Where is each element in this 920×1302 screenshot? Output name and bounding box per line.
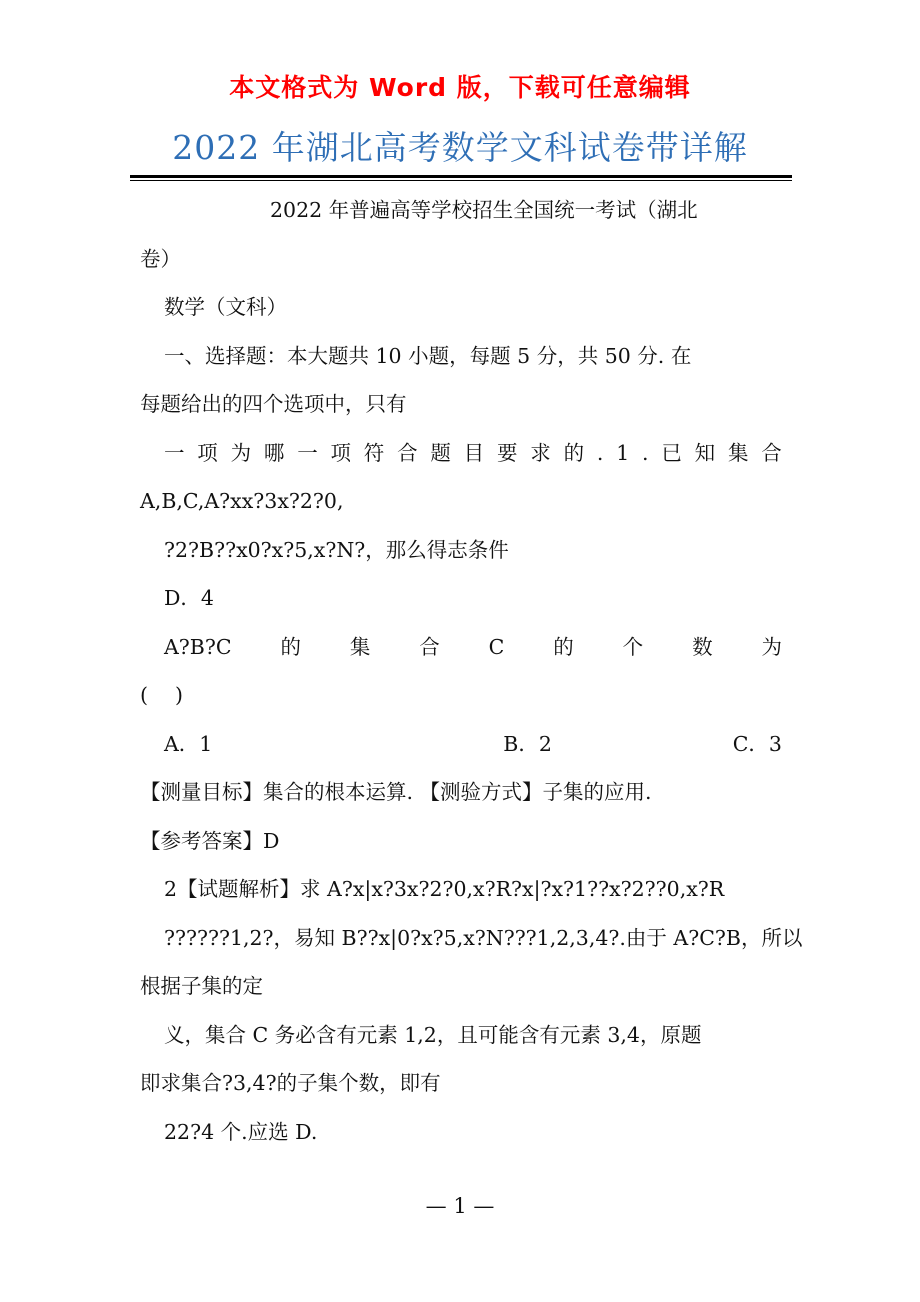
option-a: A．1 bbox=[164, 731, 213, 756]
solution-line-1: 2【试题解析】求 A?x|x?3x?2?0,x?R?x|?x?1??x?2??0,x?R bbox=[164, 877, 725, 901]
solution-line-2: ??????1,2?，易知 B??x|0?x?5,x?N???1,2,3,4?.由于 A?C?B，所以 bbox=[164, 925, 803, 950]
title-divider-thick bbox=[130, 175, 792, 178]
solution-line-5: 即求集合?3,4?的子集个数，即有 bbox=[140, 1071, 441, 1095]
section-intro-cont: 每题给出的四个选项中，只有 bbox=[140, 392, 407, 416]
title-divider-thin bbox=[130, 180, 792, 181]
reference-answer: 【参考答案】D bbox=[140, 828, 280, 853]
section-intro: 一、选择题：本大题共 10 小题，每题 5 分，共 50 分. 在 bbox=[164, 343, 692, 368]
option-d: D．4 bbox=[164, 586, 214, 610]
word-format-banner: 本文格式为 Word 版，下载可任意编辑 bbox=[229, 73, 691, 102]
exam-heading: 2022 年普遍高等学校招生全国统一考试（湖北 bbox=[270, 198, 698, 222]
question-1-set-b: ?2?B??x0?x?5,x?N?，那么得志条件 bbox=[164, 537, 509, 562]
question-1-set-a: A,B,C,A?xx?3x?2?0, bbox=[140, 489, 344, 513]
question-1-intro: 一 项 为 哪 一 项 符 合 题 目 要 求 的 . 1 . 已 知 集 合 bbox=[164, 440, 782, 465]
option-c: C．3 bbox=[732, 731, 782, 756]
page-number: — 1 — bbox=[425, 1194, 495, 1218]
question-1-stem: A?B?C 的 集 合 C 的 个 数 为 bbox=[164, 634, 782, 659]
solution-line-6: 22?4 个.应选 D. bbox=[164, 1119, 318, 1144]
test-objective: 【测量目标】集合的根本运算. 【测验方式】子集的应用. bbox=[140, 780, 652, 804]
subject-label: 数学（文科） bbox=[164, 295, 287, 319]
options-row bbox=[140, 720, 782, 769]
answer-blank: ( ) bbox=[140, 683, 184, 707]
solution-line-3: 根据子集的定 bbox=[140, 974, 263, 998]
option-b: B．2 bbox=[503, 731, 552, 756]
document-title: 2022 年湖北高考数学文科试卷带详解 bbox=[172, 128, 748, 167]
exam-heading-cont: 卷） bbox=[140, 246, 181, 271]
document-body bbox=[140, 186, 803, 1156]
solution-line-4: 义，集合 C 务必含有元素 1,2，且可能含有元素 3,4，原题 bbox=[164, 1022, 702, 1047]
